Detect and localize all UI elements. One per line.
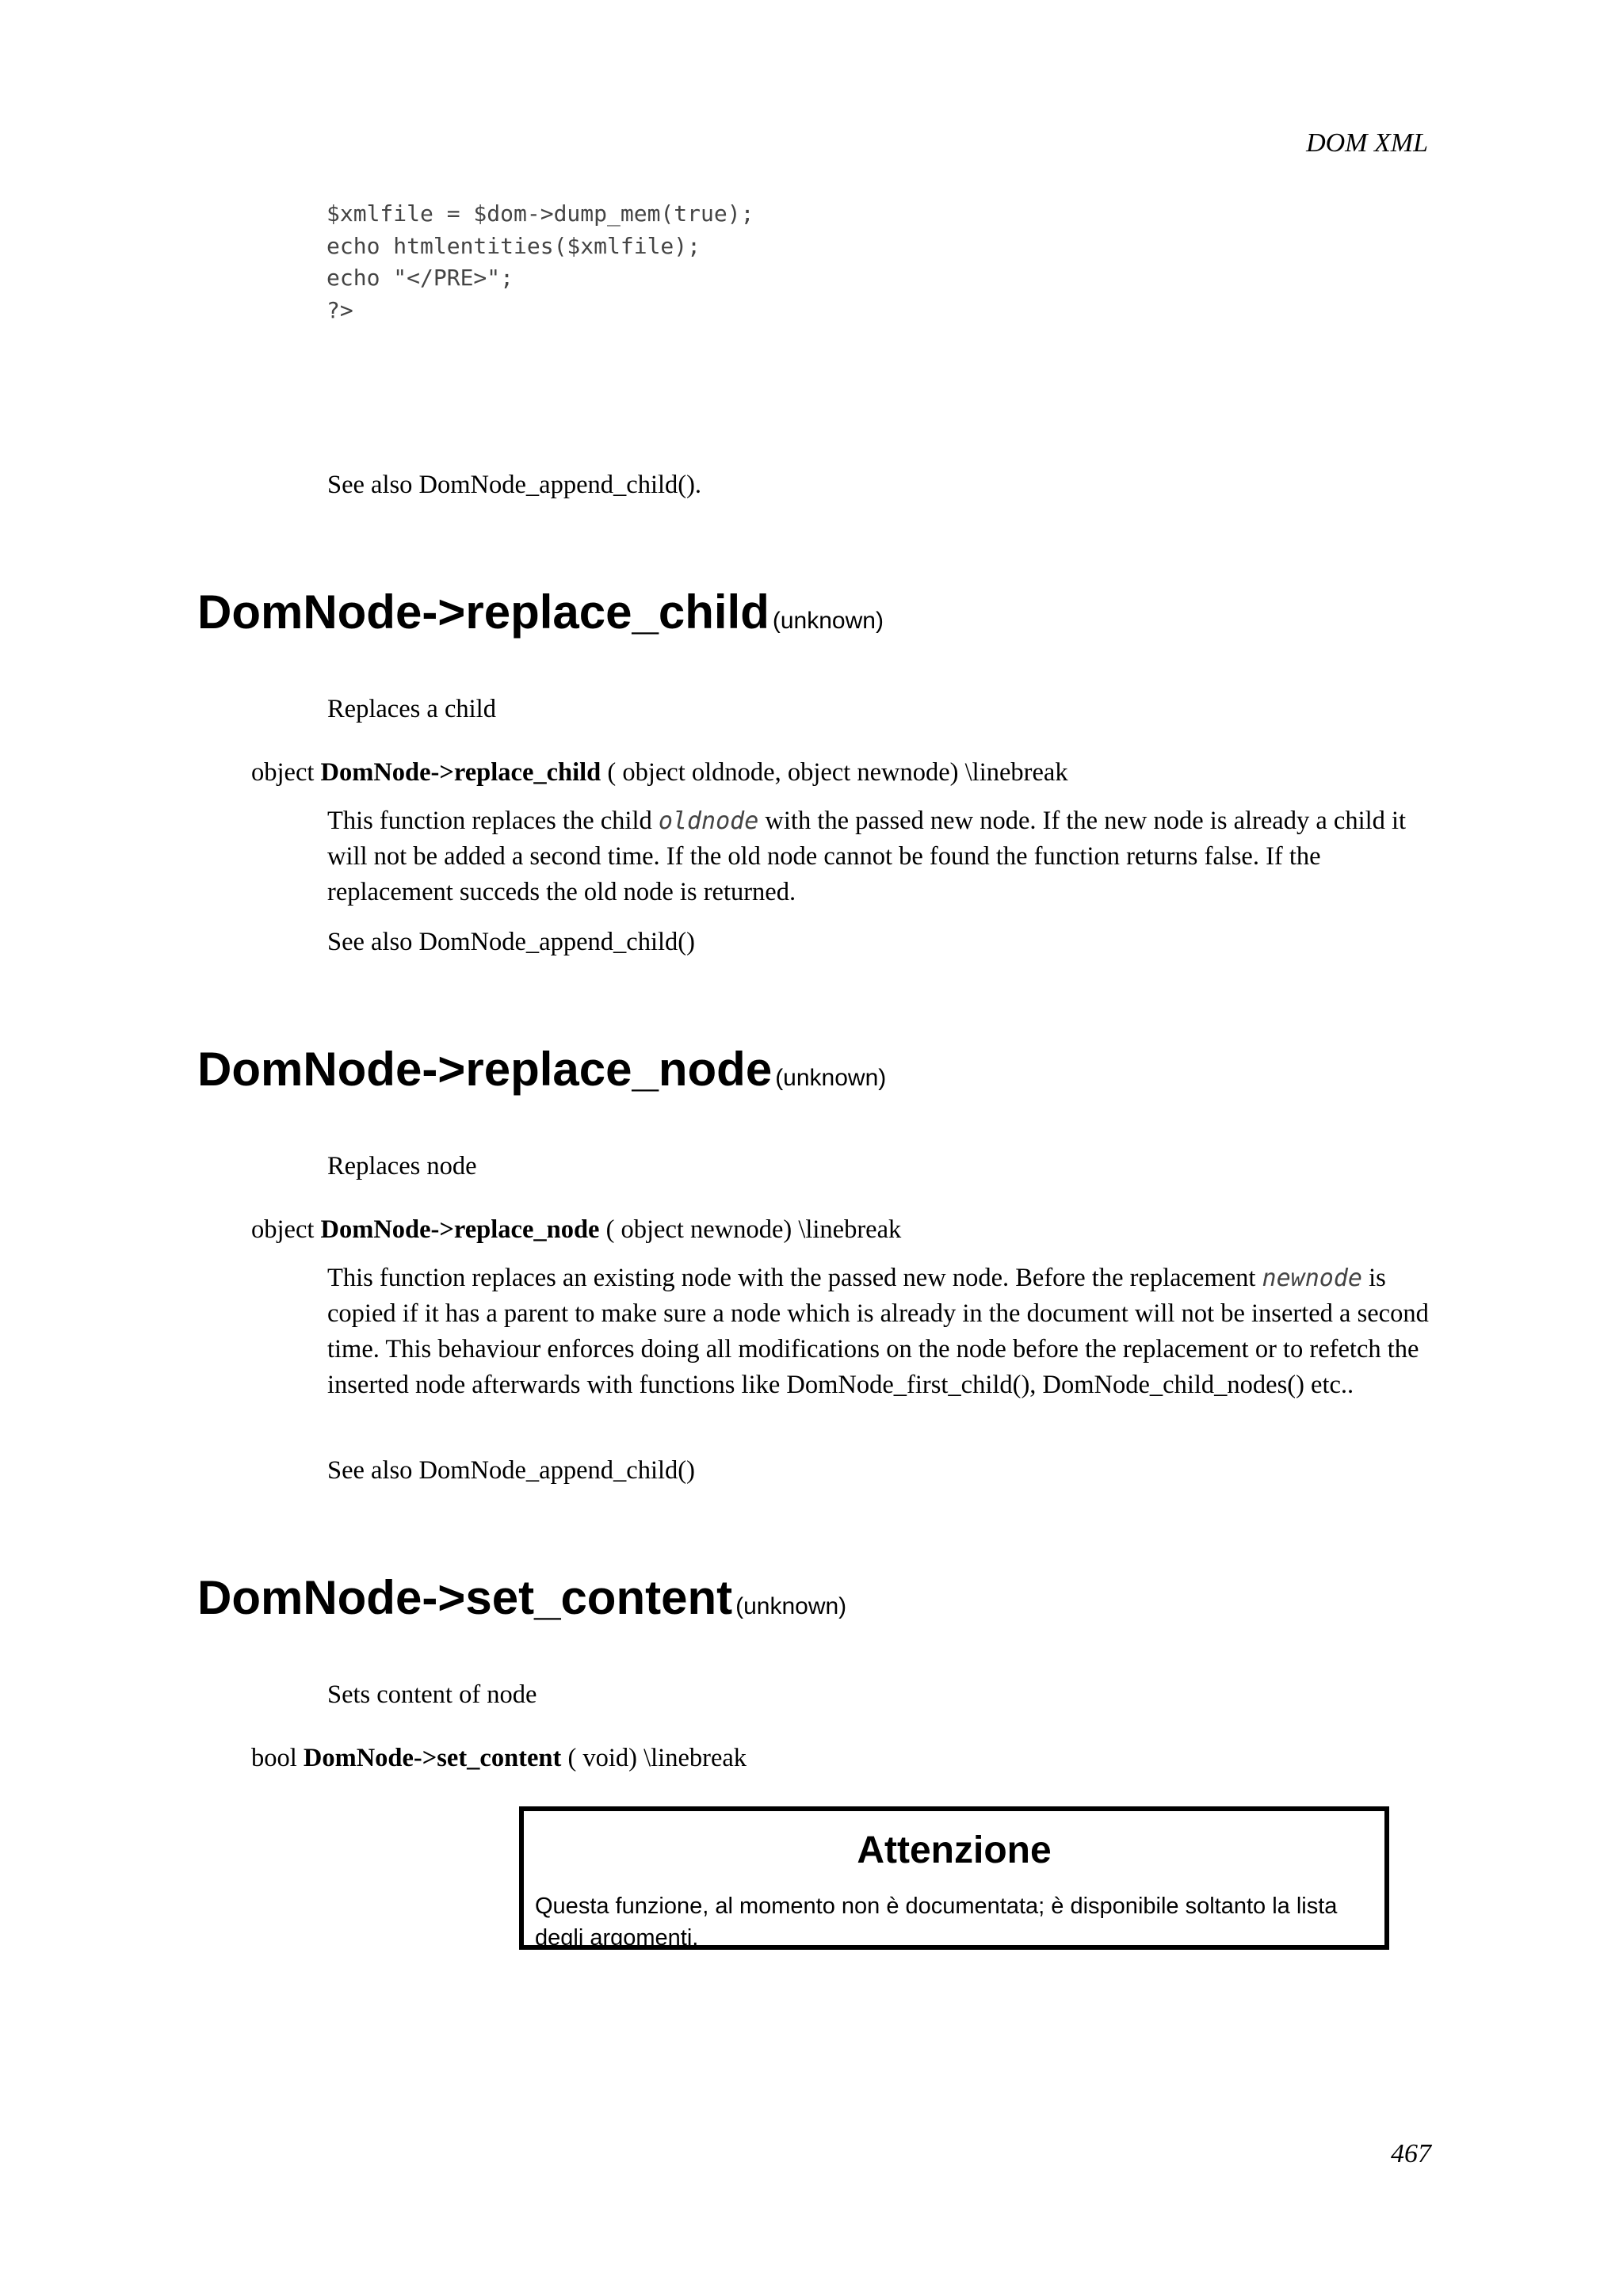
function-description — [327, 1261, 1437, 1403]
description-text: This function replaces an existing node with the passed new node. Before the replacement — [327, 1264, 1262, 1292]
function-name: DomNode->replace_child — [320, 758, 601, 787]
return-type: object — [251, 1215, 315, 1244]
function-version: (unknown) — [735, 1593, 847, 1619]
section-heading-replace-child — [197, 585, 884, 639]
function-synopsis — [251, 755, 1068, 791]
see-also-top: See also DomNode_append_child(). — [327, 471, 702, 499]
parameter-name: oldnode — [658, 807, 759, 835]
function-name: DomNode->replace_node — [320, 1215, 600, 1244]
function-purpose: Sets content of node — [327, 1680, 537, 1709]
function-args: ( object newnode) \linebreak — [605, 1215, 902, 1244]
return-type: object — [251, 758, 315, 787]
function-name: DomNode->set_content — [303, 1744, 562, 1772]
function-title: DomNode->replace_child — [197, 585, 769, 639]
return-type: bool — [251, 1744, 297, 1772]
function-title: DomNode->replace_node — [197, 1043, 773, 1096]
function-title: DomNode->set_content — [197, 1571, 733, 1624]
see-also: See also DomNode_append_child() — [327, 928, 695, 956]
warning-title: Attenzione — [857, 1829, 1052, 1871]
function-version: (unknown) — [772, 608, 884, 634]
function-args: ( void) \linebreak — [567, 1744, 747, 1772]
code-line: ?> — [327, 296, 353, 323]
code-block — [327, 198, 754, 326]
section-heading-replace-node — [197, 1042, 886, 1097]
description-text: This function replaces the child — [327, 807, 659, 835]
code-line: echo "</PRE>"; — [327, 265, 514, 291]
function-synopsis — [251, 1212, 901, 1248]
running-header: DOM XML — [1306, 128, 1428, 158]
code-line: $xmlfile = $dom->dump_mem(true); — [327, 200, 754, 227]
description-text: with the passed new node. If the new node is already a child it will not be added a second time. If the old node cannot be found the function returns false. If the replacement succeds the old node is returned. — [327, 807, 1407, 906]
function-purpose: Replaces node — [327, 1152, 477, 1180]
description-text: is copied if it has a parent to make sure a node which is already in the document will not be inserted a second time. This behaviour enforces doing all modifications on the node before the replacement or to refetch the inserted node afterwards with functions like DomNode_first_child(), DomNode_child_nodes() etc.. — [327, 1264, 1429, 1399]
parameter-name: newnode — [1262, 1264, 1362, 1292]
see-also: See also DomNode_append_child() — [327, 1456, 695, 1485]
code-line: echo htmlentities($xmlfile); — [327, 232, 701, 259]
function-args: ( object oldnode, object newnode) \linebreak — [607, 758, 1068, 787]
function-purpose: Replaces a child — [327, 695, 496, 723]
function-description — [327, 803, 1437, 910]
warning-text: Questa funzione, al momento non è documentata; è disponibile soltanto la lista degli argomenti. — [535, 1894, 1338, 1951]
function-synopsis — [251, 1741, 747, 1776]
page-number: 467 — [1391, 2139, 1431, 2168]
section-heading-set-content — [197, 1570, 846, 1625]
warning-box — [519, 1806, 1389, 1950]
function-version: (unknown) — [775, 1065, 887, 1091]
